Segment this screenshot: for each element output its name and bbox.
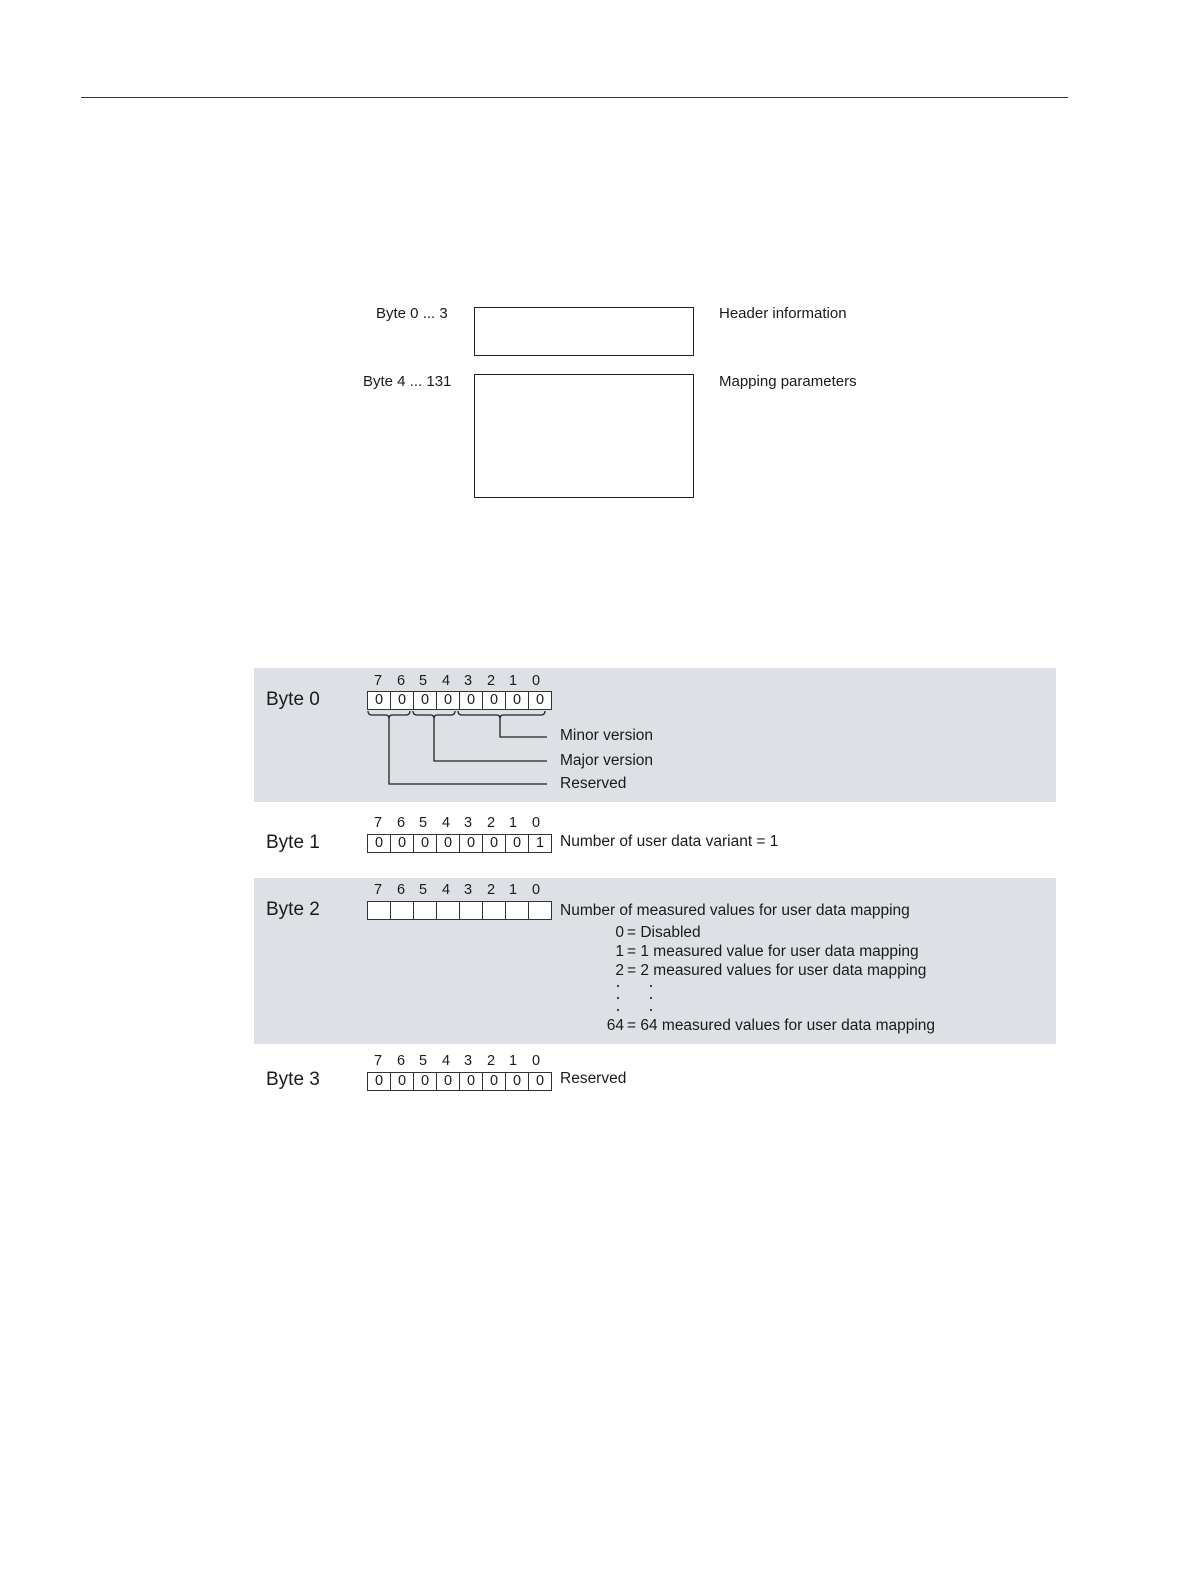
bit-number: 6: [396, 673, 406, 689]
value-code: 0: [615, 924, 624, 941]
field-major-version: Major version: [560, 752, 654, 769]
structure-desc-header: Header information: [719, 305, 847, 322]
value-code: 1: [615, 943, 624, 960]
bit-number: 4: [441, 882, 451, 898]
value-code: 2: [615, 962, 624, 979]
bit-cell: 0: [459, 835, 482, 852]
bit-number: 7: [373, 882, 383, 898]
bit-number: 4: [441, 1053, 451, 1069]
bit-number: 3: [463, 673, 473, 689]
bit-cell: 0: [528, 1073, 551, 1090]
bit-number: 6: [396, 815, 406, 831]
bit-cell: 0: [390, 692, 413, 709]
bit-number: 5: [418, 1053, 428, 1069]
byte0-label: Byte 0: [266, 689, 320, 710]
field-reserved: Reserved: [560, 775, 627, 792]
byte3-bit-numbers: [367, 1053, 551, 1071]
bit-cell: 0: [436, 692, 459, 709]
bit-number: 2: [486, 815, 496, 831]
bit-number: 2: [486, 882, 496, 898]
bit-number: 3: [463, 1053, 473, 1069]
bit-number: 0: [531, 815, 541, 831]
bit-number: 1: [508, 1053, 518, 1069]
bit-cell: 0: [528, 692, 551, 709]
value-text: = Disabled: [627, 924, 701, 941]
bit-cell: 0: [505, 835, 528, 852]
bit-number: 0: [531, 673, 541, 689]
byte1-label: Byte 1: [266, 832, 320, 853]
bit-cell: 0: [436, 835, 459, 852]
bit-number: 7: [373, 815, 383, 831]
structure-desc-mapping: Mapping parameters: [719, 373, 857, 390]
bit-number: 0: [531, 1053, 541, 1069]
byte3-description: Reserved: [560, 1070, 627, 1087]
bit-number: 2: [486, 1053, 496, 1069]
bit-cell: 0: [390, 835, 413, 852]
bit-cell: 0: [436, 1073, 459, 1090]
bit-number: 5: [418, 815, 428, 831]
byte2-label: Byte 2: [266, 899, 320, 920]
bit-cell: 0: [482, 1073, 505, 1090]
bit-cell: 0: [459, 1073, 482, 1090]
bit-cell: 0: [413, 692, 436, 709]
bit-number: 3: [463, 882, 473, 898]
bit-number: 3: [463, 815, 473, 831]
field-minor-version: Minor version: [560, 727, 654, 744]
value-text: = 1 measured value for user data mapping: [627, 943, 919, 960]
bit-number: 6: [396, 882, 406, 898]
byte3-label: Byte 3: [266, 1069, 320, 1090]
bit-cell: 0: [505, 1073, 528, 1090]
value-code: 64: [606, 1017, 624, 1034]
bit-number: 1: [508, 673, 518, 689]
bit-number: 1: [508, 882, 518, 898]
byte2-description: Number of measured values for user data mapping: [560, 902, 910, 919]
byte1-description: Number of user data variant = 1: [560, 833, 779, 850]
bit-number: 0: [531, 882, 541, 898]
bit-number: 5: [418, 673, 428, 689]
bit-cell: 0: [482, 835, 505, 852]
value-text: = 64 measured values for user data mapping: [627, 1017, 936, 1034]
bit-number: 4: [441, 673, 451, 689]
bit-cell: 0: [374, 835, 384, 851]
bit-cell: 0: [482, 692, 505, 709]
bit-number: 7: [373, 673, 383, 689]
bit-number: 4: [441, 815, 451, 831]
value-text: = 2 measured values for user data mapping: [627, 962, 927, 979]
bit-cell: 1: [528, 835, 551, 852]
bit-number: 5: [418, 882, 428, 898]
bit-cell: 0: [413, 835, 436, 852]
structure-label-mapping: Byte 4 ... 131: [363, 373, 452, 390]
bit-cell: 0: [505, 692, 528, 709]
bit-cell: 0: [390, 1073, 413, 1090]
structure-label-header: Byte 0 ... 3: [376, 305, 448, 322]
bit-number: 7: [373, 1053, 383, 1069]
bit-cell: 0: [374, 1073, 384, 1089]
bit-number: 6: [396, 1053, 406, 1069]
byte3-bit-cells: [367, 1072, 552, 1091]
bit-number: 2: [486, 673, 496, 689]
bit-cell: 0: [459, 692, 482, 709]
bit-number: 1: [508, 815, 518, 831]
bit-cell: 0: [374, 692, 384, 708]
bit-cell: 0: [413, 1073, 436, 1090]
